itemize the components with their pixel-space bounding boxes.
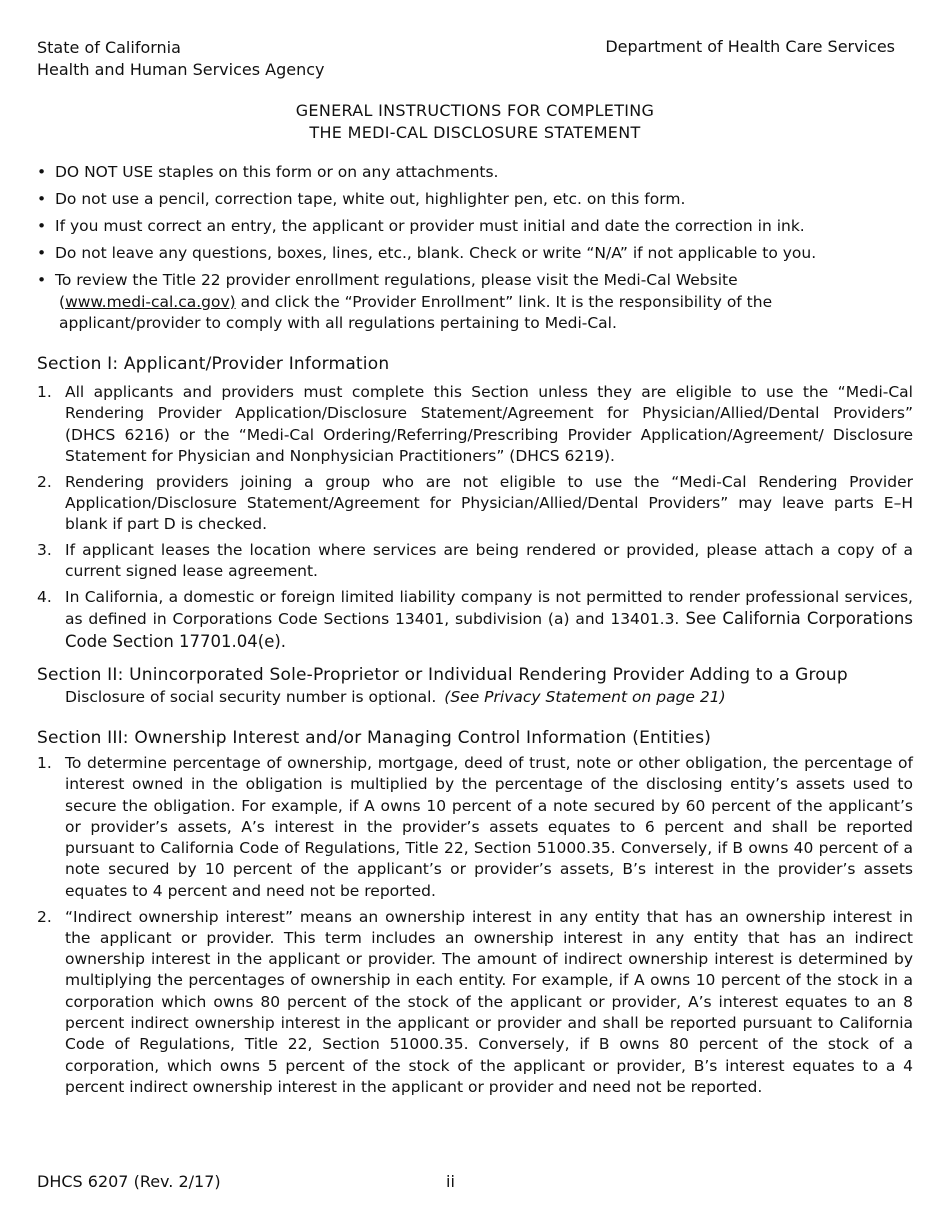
open-paren: ( bbox=[59, 292, 66, 311]
section-3-item bbox=[37, 753, 913, 902]
header-department: Department of Health Care Services bbox=[605, 37, 895, 56]
item-text: All applicants and providers must complete this Section unless they are eligible to use the “Medi-Cal Rendering Provider Application/Disclosure Statement/Agreement for Physician/Allied/Dental Providers” (DHCS 6216) or the “Medi-Cal Ordering/Referring/Prescribing Provider Application/Agreement/ Disclosure Statement for Physician and Nonphysician Practitioners” (DHCS 6219). bbox=[65, 383, 913, 465]
section-1-item bbox=[37, 587, 913, 653]
section-1-title: Section I: Applicant/Provider Information bbox=[37, 354, 390, 374]
item-number: 2. bbox=[37, 472, 52, 491]
bullet-item: • Do not use a pencil, correction tape, white out, highlighter pen, etc. on this form. bbox=[37, 189, 917, 211]
item-number: 3. bbox=[37, 541, 52, 560]
form-id: DHCS 6207 (Rev. 2/17) bbox=[37, 1172, 221, 1191]
bullet-item: • If you must correct an entry, the applicant or provider must initial and date the correction in ink. bbox=[37, 216, 917, 238]
item-number: 2. bbox=[37, 907, 52, 926]
bullet-item: • DO NOT USE staples on this form or on any attachments. bbox=[37, 162, 917, 184]
bullet-item: • Do not leave any questions, boxes, lines, etc., blank. Check or write “N/A” if not applicable to you. bbox=[37, 243, 917, 265]
bullet-website-line3: applicant/provider to comply with all regulations pertaining to Medi-Cal. bbox=[59, 314, 617, 332]
bullet-website-line2 bbox=[55, 292, 917, 314]
item-text: In California, a domestic or foreign limited liability company is not permitted to render professional services, as defined in Corporations Code Sections 13401, subdivision (a) and 13401.3. bbox=[65, 588, 913, 629]
title-line-1: GENERAL INSTRUCTIONS FOR COMPLETING bbox=[295, 101, 655, 120]
section-2-note bbox=[65, 687, 726, 708]
bullet-website-line1: To review the Title 22 provider enrollment regulations, please visit the Medi-Cal Website bbox=[55, 271, 738, 289]
section-1-item bbox=[37, 382, 913, 467]
page-title bbox=[0, 100, 950, 144]
header-agency bbox=[37, 37, 325, 81]
section-1-list bbox=[37, 382, 913, 658]
section-3-title: Section III: Ownership Interest and/or Managing Control Information (Entities) bbox=[37, 728, 712, 748]
section-3-item bbox=[37, 907, 913, 1099]
bullet-item-website bbox=[37, 270, 917, 335]
section-1-item bbox=[37, 472, 913, 536]
item-number: 1. bbox=[37, 383, 52, 401]
header-state: State of California bbox=[37, 38, 181, 57]
medi-cal-website-link[interactable]: www.medi-cal.ca.gov) bbox=[65, 292, 236, 311]
item-text-reference: See California Corporations Code Section 17701.04(e). bbox=[65, 609, 913, 651]
general-instructions-list bbox=[37, 162, 917, 340]
item-text: Rendering providers joining a group who are not eligible to use the “Medi-Cal Rendering Provider Application/Disclosure Statement/Agreement for Physician/Allied/Dental Providers” may leave parts E–H blank if part D is checked. bbox=[65, 472, 913, 534]
header-agency-name: Health and Human Services Agency bbox=[37, 60, 325, 79]
title-line-2: THE MEDI-CAL DISCLOSURE STATEMENT bbox=[309, 123, 641, 142]
item-number: 1. bbox=[37, 754, 52, 772]
bullet-website-line2-rest: and click the “Provider Enrollment” link. It is the responsibility of the bbox=[235, 292, 773, 311]
item-number: 4. bbox=[37, 588, 52, 607]
page-number: ii bbox=[446, 1172, 455, 1191]
section-2-title: Section II: Unincorporated Sole-Proprietor or Individual Rendering Provider Adding to a Group bbox=[37, 665, 848, 685]
ssn-note: Disclosure of social security number is optional. bbox=[65, 688, 437, 706]
section-1-item bbox=[37, 540, 913, 583]
item-text: If applicant leases the location where services are being rendered or provided, please attach a copy of a current signed lease agreement. bbox=[65, 541, 913, 581]
section-3-list bbox=[37, 753, 913, 1103]
privacy-statement-reference: (See Privacy Statement on page 21) bbox=[444, 688, 726, 706]
item-text: “Indirect ownership interest” means an ownership interest in any entity that has an ownership interest in the applicant or provider. This term includes an ownership interest in any entity that has an indirect ownership interest in the applicant or provider. The amount of indirect ownership interest is determined by multiplying the percentages of ownership in each entity. For example, if A owns 10 percent of the stock in a corporation which owns 80 percent of the stock of the applicant or provider, A’s interest equates to an 8 percent indirect ownership interest in the applicant or provider and shall be reported pursuant to California Code of Regulations, Title 22, Section 51000.35. Conversely, if B owns 80 percent of the stock of a corporation, which owns 5 percent of the stock of the applicant or provider, B’s interest equates to a 4 percent indirect ownership interest in the applicant or provider and need not be reported. bbox=[65, 907, 913, 1096]
item-text: To determine percentage of ownership, mortgage, deed of trust, note or other obligation, the percentage of interest owned in the obligation is multiplied by the percentage of the disclosing entity’s assets used to secure the obligation. For example, if A owns 10 percent of a note secured by 60 percent of the applicant’s or provider’s assets, A’s interest in the provider’s assets equates to 6 percent and shall be reported pursuant to California Code of Regulations, Title 22, Section 51000.35. Conversely, if B owns 40 percent of a note secured by 10 percent of the applicant’s or provider’s assets, B’s interest in the provider’s assets equates to 4 percent and need not be reported. bbox=[65, 754, 913, 900]
